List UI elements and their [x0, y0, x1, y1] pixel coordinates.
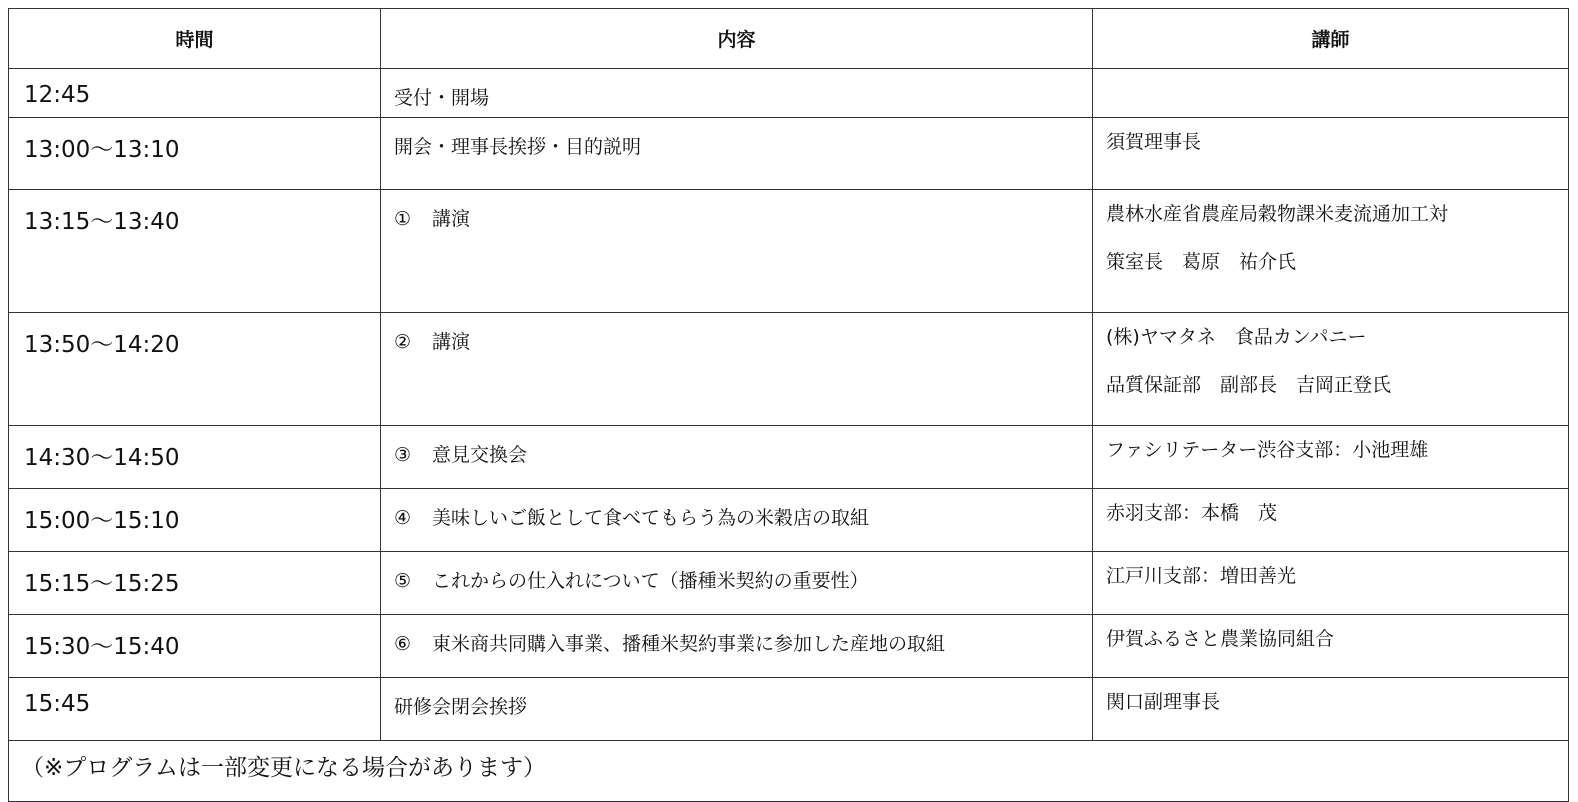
time-cell: 13:50～14:20 [9, 313, 381, 426]
lecturer-line: ファシリテーター渋谷支部：小池理雄 [1106, 439, 1429, 461]
time-cell: 12:45 [9, 69, 381, 118]
lecturer-cell [1093, 313, 1569, 426]
table-header-row [9, 9, 1569, 69]
time-cell: 15:00～15:10 [9, 489, 381, 552]
table-note-row [9, 741, 1569, 802]
item-number: ⑥ [394, 633, 412, 655]
table-row [9, 313, 1569, 426]
content-text: 講演 [432, 331, 471, 353]
lecturer-cell [1093, 426, 1569, 489]
item-number: ② [394, 331, 412, 353]
table-row [9, 118, 1569, 190]
content-text: 美味しいご飯として食べてもらう為の米穀店の取組 [432, 507, 870, 529]
program-schedule-table [8, 8, 1569, 802]
time-cell: 13:00～13:10 [9, 118, 381, 190]
content-cell [381, 69, 1093, 118]
lecturer-line [1106, 69, 1568, 117]
lecturer-line: 須賀理事長 [1106, 131, 1202, 153]
lecturer-line: 関口副理事長 [1106, 691, 1221, 713]
item-number: ④ [394, 507, 412, 529]
content-cell [381, 190, 1093, 313]
content-text: 研修会閉会挨拶 [394, 696, 528, 718]
content-text: 東米商共同購入事業、播種米契約事業に参加した産地の取組 [432, 633, 946, 655]
header-time: 時間 [9, 9, 381, 69]
header-lecturer: 講師 [1093, 9, 1569, 69]
content-cell [381, 552, 1093, 615]
content-cell [381, 313, 1093, 426]
content-text: 開会・理事長挨拶・目的説明 [394, 136, 642, 158]
content-cell [381, 118, 1093, 190]
time-cell: 13:15～13:40 [9, 190, 381, 313]
table-row [9, 615, 1569, 678]
lecturer-line: 農林水産省農産局穀物課米麦流通加工対 [1106, 203, 1449, 225]
time-cell: 14:30～14:50 [9, 426, 381, 489]
item-number: ⑤ [394, 570, 412, 592]
item-number: ① [394, 208, 412, 230]
lecturer-line: (株)ヤマタネ 食品カンパニー [1106, 326, 1367, 348]
header-content: 内容 [381, 9, 1093, 69]
lecturer-cell [1093, 552, 1569, 615]
content-cell [381, 615, 1093, 678]
lecturer-line: 江戸川支部：増田善光 [1106, 565, 1297, 587]
content-cell [381, 678, 1093, 741]
lecturer-line: 品質保証部 副部長 吉岡正登氏 [1106, 374, 1392, 396]
table-row [9, 552, 1569, 615]
lecturer-line: 赤羽支部：本橋 茂 [1106, 502, 1278, 524]
table-row [9, 69, 1569, 118]
lecturer-cell [1093, 489, 1569, 552]
table-row [9, 678, 1569, 741]
content-text: これからの仕入れについて（播種米契約の重要性） [432, 570, 869, 592]
lecturer-cell [1093, 615, 1569, 678]
lecturer-cell [1093, 190, 1569, 313]
lecturer-cell [1093, 69, 1569, 118]
lecturer-cell [1093, 118, 1569, 190]
lecturer-cell [1093, 678, 1569, 741]
time-cell: 15:45 [9, 678, 381, 741]
time-cell: 15:30～15:40 [9, 615, 381, 678]
lecturer-line: 伊賀ふるさと農業協同組合 [1106, 628, 1335, 650]
content-cell [381, 489, 1093, 552]
table-row [9, 190, 1569, 313]
content-text: 受付・開場 [394, 87, 490, 109]
lecturer-line: 策室長 葛原 祐介氏 [1106, 251, 1297, 273]
content-text: 意見交換会 [432, 444, 528, 466]
time-cell: 15:15～15:25 [9, 552, 381, 615]
content-text: 講演 [432, 208, 471, 230]
item-number: ③ [394, 444, 412, 466]
program-change-note: （※プログラムは一部変更になる場合があります） [9, 741, 1569, 802]
content-cell [381, 426, 1093, 489]
table-row [9, 489, 1569, 552]
table-row [9, 426, 1569, 489]
